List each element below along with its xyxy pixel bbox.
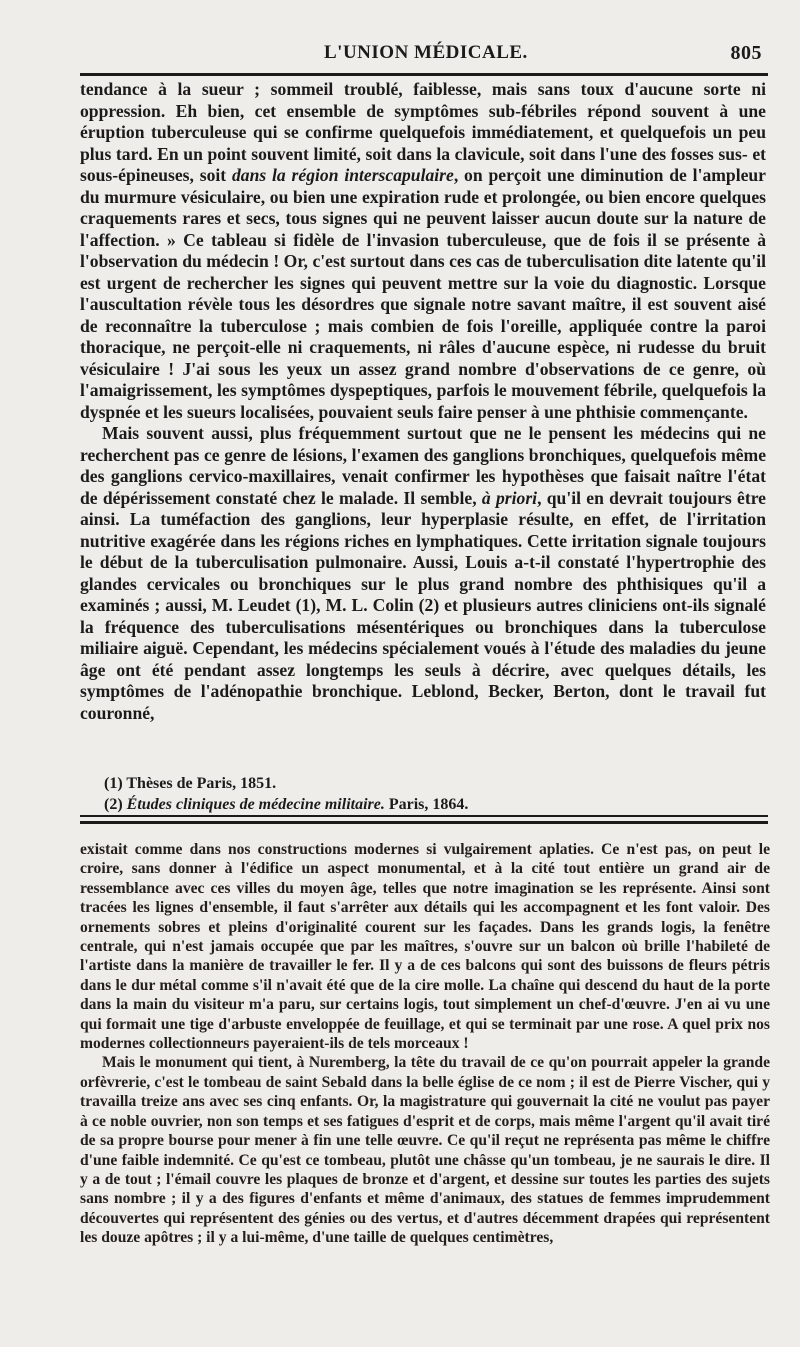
footnote [104,794,764,815]
feuilleton-separator-rule-thick [80,821,768,824]
feuilleton-paragraph: Mais le monument qui tient, à Nuremberg, la tête du travail de ce qu'on pourrait appeler la grande orfèvrerie, c'est le tombeau de saint Sebald dans la belle église de ce nom ; il est de Pierre Vischer, qui y travailla treize ans avec ses cinq enfants. Or, la magistrature qui gouvernait la cité ne voulut pas payer à ce noble ouvrier, non son temps et ses fatigues d'esprit et de corps, mais même l'argent qu'il avait tiré de sa propre bourse pour mener à fin une telle œuvre. Ce qu'il reçut ne représenta pas même le chiffre d'une faible indemnité. Ce qu'est ce tombeau, plutôt une châsse qu'un tombeau, je ne saurais le dire. Il y a de tout ; l'émail couvre les plaques de bronze et d'argent, et dessine sur toutes les parties des sujets sans nombre ; il y a des figures d'enfants et même d'animaux, des statues de femmes imprudemment découvertes qui représentent des génies ou des vertus, et d'autres décemment drapées qui représentent les douze apôtres ; il y a lui-même, d'une taille de quelques centimètres, [80,1054,770,1247]
footnotes [104,773,764,815]
paragraph-text: tendance à la sueur ; sommeil troublé, faiblesse, mais sans toux d'aucune sorte ni oppression. Eh bien, cet ensemble de symptômes sub-fébriles répond souvent à une éruption tuberculeuse qui se confirme quelquefois immédiatement, et quelquefois un peu plus tard. En un point souvent limité, soit dans la clavicule, soit dans l'une des fosses sus- et sous-épineuses, soit [80,79,766,185]
feuilleton-separator-rule [80,815,768,817]
footnote-mark: (2) [104,796,123,813]
page-header [80,36,770,66]
running-title: L'UNION MÉDICALE. [324,42,528,63]
article-paragraph [80,423,766,724]
footnote-text: Thèses de Paris, 1851. [126,775,277,792]
paragraph-text: , qu'il en devrait toujours être ainsi. La tuméfaction des ganglions, leur hyperplasie résulte, en effet, de l'irritation nutritive exagérée dans les régions riches en lymphatiques. Cette irritation signale toujours le début de la tuberculisation pulmonaire. Aussi, Louis a-t-il constaté l'hypertrophie des glandes cervicales ou bronchiques sur le plus grand nombre des phthisiques qu'il a examinés ; aussi, M. Leudet (1), M. L. Colin (2) et plusieurs autres cliniciens ont-ils signalé la fréquence des tuberculisations mésentériques ou bronchiques dans la tuberculose miliaire aiguë. Cependant, les médecins spécialement voués à l'étude des maladies du jeune âge ont été pendant assez longtemps les seuls à décrire, avec quelques détails, les symptômes de l'adénopathie bronchique. Leblond, Becker, Berton, dont le travail fut couronné, [80,487,766,723]
header-rule [80,73,768,76]
paragraph-text: , on perçoit une diminution de l'ampleur du murmure vésiculaire, ou bien une expiration rude et prolongée, ou bien encore quelques craquements rares et secs, tous signes qui ne peuvent laisser aucun doute sur la nature de l'affection. » Ce tableau si fidèle de l'invasion tuberculeuse, que de fois il se présente à l'observation du médecin ! Or, c'est surtout dans ces cas de tuberculisation dite latente qu'il est urgent de rechercher les signes qui peuvent mettre sur la voie du diagnostic. Lorsque l'auscultation révèle tous les désordres que signale notre savant maître, il est souvent aisé de reconnaître la tuberculose ; mais combien de fois l'oreille, appliquée contre la paroi thoracique, ne perçoit-elle ni craquements, ni râles d'aucune espèce, ni rudesse du bruit vésiculaire ! J'ai sous les yeux un assez grand nombre d'observations de ce genre, où l'amaigrissement, les symptômes dyspeptiques, parfois le mouvement fébrile, quelquefois la dyspnée et les sueurs localisées, pouvaient seuls faire penser à une phthisie commençante. [80,165,766,422]
footnote-mark: (1) [104,775,123,792]
paragraph-text: Mais souvent aussi, plus fréquemment surtout que ne le pensent les médecins qui ne recherchent pas ce genre de lésions, l'examen des ganglions bronchiques, quelquefois même des ganglions cervico-maxillaires, venait confirmer les hypothèses que faisait naître l'état de dépérissement constaté chez le malade. Il semble, [80,423,766,508]
footnote-italic-text: Études cliniques de médecine militaire. [126,796,385,813]
italic-text: à priori [481,487,538,508]
footnote-text: Paris, 1864. [384,796,469,813]
article-paragraph [80,79,766,423]
italic-text: dans la région interscapulaire [231,165,454,185]
article-body [80,79,766,724]
feuilleton-paragraph: existait comme dans nos constructions modernes si vulgairement aplaties. Ce n'est pas, on peut le croire, sans donner à l'édifice un aspect monumental, et à la cité tout entière un grand air de ressemblance avec ces villes du moyen âge, telles que notre imagination se les représente. Ainsi sont tracées les lignes d'ensemble, il faut s'arrêter aux détails qui les accompagnent et les font valoir. Des ornements sobres et pleins d'originalité courent sur les façades. Dans les grands logis, la fenêtre centrale, qui n'est jamais occupée que par les maîtres, s'ouvre sur un balcon où brille l'habileté de l'artiste dans la manière de travailler le fer. Il y a de ces balcons qui sont des buissons de fleurs pétris dans le dur métal comme s'il n'avait été que de la cire molle. La chaîne qui descend du haut de la porte dans la main du visiteur m'a paru, sur certains logis, tout simplement un chef-d'œuvre. J'en ai vu une qui formait une tige d'arbuste enveloppée de feuillage, et qui se terminait par une rose. A quel prix nos modernes collectionneurs payeraient-ils de tels morceaux ! [80,841,770,1053]
footnote [104,773,764,794]
page-number: 805 [730,42,762,64]
feuilleton-body [80,840,770,1248]
